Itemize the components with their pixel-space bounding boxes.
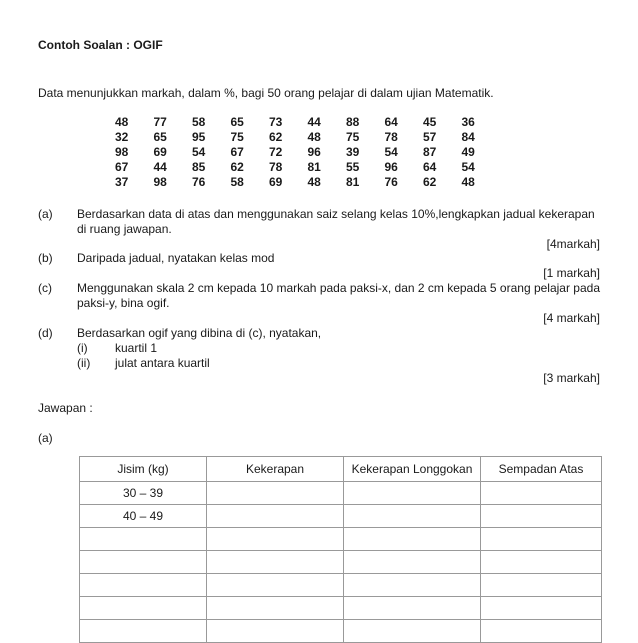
question-d-label: (d): [38, 326, 53, 340]
data-grid-cell: 98: [153, 175, 167, 189]
table-cell: [207, 574, 344, 597]
data-grid-cell: 75: [346, 130, 360, 144]
table-cell: [80, 620, 207, 643]
table-cell: [80, 551, 207, 574]
data-grid-cell: 64: [384, 115, 398, 129]
table-row: [80, 574, 602, 597]
data-grid-cell: 69: [153, 145, 167, 159]
data-grid-row: [115, 130, 500, 145]
data-grid-cell: 58: [230, 175, 244, 189]
table-cell: [207, 528, 344, 551]
data-grid-cell: 75: [230, 130, 244, 144]
data-grid-cell: 39: [346, 145, 360, 159]
table-cell: [344, 528, 481, 551]
question-c-marks: [4 markah]: [543, 311, 600, 325]
table-cell: [481, 597, 602, 620]
table-cell: [207, 620, 344, 643]
question-c-label: (c): [38, 281, 52, 295]
table-row: [80, 597, 602, 620]
table-cell: [80, 528, 207, 551]
data-grid-cell: 84: [461, 130, 475, 144]
data-grid-cell: 88: [346, 115, 360, 129]
table-row: [80, 620, 602, 643]
data-grid-cell: 32: [115, 130, 129, 144]
data-grid-cell: 48: [461, 175, 475, 189]
data-grid-cell: 44: [307, 115, 321, 129]
table-header-cell: Kekerapan: [207, 457, 344, 482]
data-grid: [115, 115, 500, 190]
table-cell: [481, 528, 602, 551]
table-cell: [207, 505, 344, 528]
data-grid-row: [115, 175, 500, 190]
data-grid-cell: 69: [269, 175, 283, 189]
data-grid-cell: 77: [153, 115, 167, 129]
answer-table: [79, 456, 602, 643]
table-cell: 30 – 39: [80, 482, 207, 505]
question-d-sub-ii-text: julat antara kuartil: [115, 356, 210, 370]
data-grid-cell: 76: [192, 175, 206, 189]
data-grid-cell: 48: [307, 175, 321, 189]
table-cell: [344, 620, 481, 643]
data-grid-cell: 45: [423, 115, 437, 129]
table-header-row: [80, 457, 602, 482]
question-a-marks: [4markah]: [546, 237, 600, 251]
data-grid-cell: 54: [384, 145, 398, 159]
data-grid-cell: 72: [269, 145, 283, 159]
table-cell: 40 – 49: [80, 505, 207, 528]
table-cell: [481, 505, 602, 528]
question-d-sub-i-text: kuartil 1: [115, 341, 158, 355]
table-header-cell: Jisim (kg): [80, 457, 207, 482]
table-row: [80, 482, 602, 505]
question-d-marks: [3 markah]: [543, 371, 600, 385]
data-grid-cell: 81: [346, 175, 360, 189]
table-cell: [80, 597, 207, 620]
data-grid-cell: 62: [269, 130, 283, 144]
data-grid-cell: 65: [153, 130, 167, 144]
data-grid-cell: 44: [153, 160, 167, 174]
table-cell: [207, 482, 344, 505]
data-grid-cell: 37: [115, 175, 129, 189]
question-b-marks: [1 markah]: [543, 266, 600, 280]
table-cell: [344, 482, 481, 505]
table-cell: [207, 597, 344, 620]
data-grid-cell: 58: [192, 115, 206, 129]
data-grid-cell: 49: [461, 145, 475, 159]
intro-text: Data menunjukkan markah, dalam %, bagi 50 orang pelajar di dalam ujian Matematik.: [38, 86, 494, 100]
table-cell: [344, 597, 481, 620]
table-cell: [481, 551, 602, 574]
data-grid-cell: 95: [192, 130, 206, 144]
table-cell: [207, 551, 344, 574]
data-grid-cell: 57: [423, 130, 437, 144]
data-grid-cell: 36: [461, 115, 475, 129]
data-grid-cell: 67: [115, 160, 129, 174]
table-cell: [344, 574, 481, 597]
table-row: [80, 528, 602, 551]
question-b-text: Daripada jadual, nyatakan kelas mod: [77, 251, 275, 265]
data-grid-cell: 55: [346, 160, 360, 174]
table-header-cell: Sempadan Atas: [481, 457, 602, 482]
data-grid-cell: 78: [384, 130, 398, 144]
table-cell: [80, 574, 207, 597]
question-a-text: Berdasarkan data di atas dan menggunakan saiz selang kelas 10%,lengkapkan jadual kekerapan di ruang jawapan.: [77, 207, 595, 236]
table-header-cell: Kekerapan Longgokan: [344, 457, 481, 482]
question-d-sub-ii-label: (ii): [77, 356, 91, 370]
table-cell: [481, 620, 602, 643]
data-grid-cell: 65: [230, 115, 244, 129]
data-grid-cell: 48: [307, 130, 321, 144]
data-grid-cell: 87: [423, 145, 437, 159]
data-grid-row: [115, 115, 500, 130]
answer-heading: Jawapan :: [38, 401, 93, 415]
data-grid-row: [115, 145, 500, 160]
page-title: Contoh Soalan : OGIF: [38, 38, 163, 52]
data-grid-cell: 81: [307, 160, 321, 174]
question-c-text: Menggunakan skala 2 cm kepada 10 markah pada paksi-x, dan 2 cm kepada 5 orang pelajar pada paksi-y, bina ogif.: [77, 281, 601, 310]
data-grid-cell: 96: [307, 145, 321, 159]
data-grid-cell: 62: [230, 160, 244, 174]
table-cell: [344, 551, 481, 574]
table-cell: [481, 574, 602, 597]
table-row: [80, 505, 602, 528]
data-grid-cell: 64: [423, 160, 437, 174]
data-grid-row: [115, 160, 500, 175]
data-grid-cell: 67: [230, 145, 244, 159]
question-b-label: (b): [38, 251, 53, 265]
question-d-sub-i-label: (i): [77, 341, 88, 355]
table-row: [80, 551, 602, 574]
data-grid-cell: 54: [192, 145, 206, 159]
data-grid-cell: 98: [115, 145, 129, 159]
data-grid-cell: 48: [115, 115, 129, 129]
data-grid-cell: 76: [384, 175, 398, 189]
data-grid-cell: 96: [384, 160, 398, 174]
table-cell: [481, 482, 602, 505]
question-d-text: Berdasarkan ogif yang dibina di (c), nyatakan,: [77, 326, 322, 340]
table-cell: [344, 505, 481, 528]
data-grid-cell: 62: [423, 175, 437, 189]
data-grid-cell: 54: [461, 160, 475, 174]
question-a-label: (a): [38, 207, 53, 221]
data-grid-cell: 85: [192, 160, 206, 174]
answer-part-label: (a): [38, 431, 53, 445]
data-grid-cell: 78: [269, 160, 283, 174]
data-grid-cell: 73: [269, 115, 283, 129]
